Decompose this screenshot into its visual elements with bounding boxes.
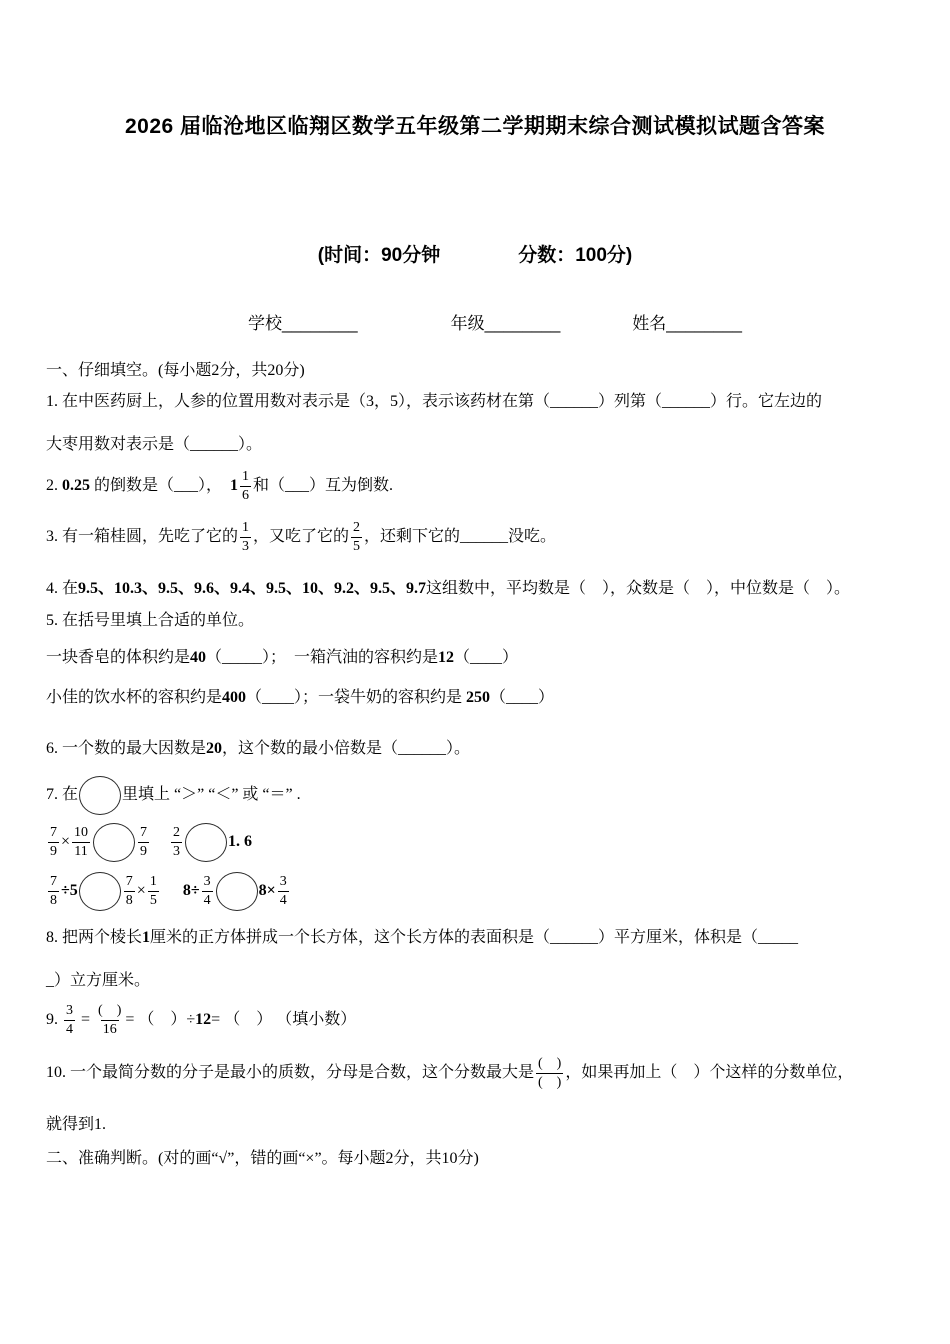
compare-circle — [79, 776, 121, 815]
fraction-numerator: 1 — [242, 520, 250, 536]
text-run: 3. 有一箱桂圆，先吃了它的 — [46, 528, 239, 546]
text-run: 5. 在括号里填上合适的单位。 — [46, 611, 255, 629]
fraction — [536, 1057, 563, 1090]
fraction-denominator: 8 — [125, 893, 133, 909]
grade-field — [451, 314, 561, 333]
fraction-denominator: 4 — [279, 893, 287, 909]
q10 — [46, 1057, 908, 1090]
text-run: 7. 在 — [46, 786, 79, 804]
q3 — [46, 521, 908, 554]
q1-line1 — [46, 391, 908, 413]
question-lines — [0, 360, 950, 1171]
section-1-heading — [46, 360, 908, 382]
text-run: 就得到1. — [46, 1115, 107, 1133]
fraction-denominator: 9 — [140, 844, 148, 860]
q1-line2 — [46, 434, 908, 456]
q9 — [46, 1004, 908, 1037]
fraction — [72, 826, 90, 859]
text-run: 12 — [195, 1011, 212, 1029]
text-run: （____）；一袋牛奶的容积约是 — [246, 689, 467, 707]
text-run: = （ ） （填小数） — [211, 1011, 357, 1029]
student-info-line — [0, 309, 950, 334]
page-title: 2026 届临沧地区临翔区数学五年级第二学期期末综合测试模拟试题含答案 — [124, 115, 826, 138]
conclusion — [46, 1114, 908, 1136]
fraction — [48, 875, 59, 908]
fraction — [240, 470, 251, 503]
fraction-numerator: 10 — [74, 825, 89, 841]
text-run: （_____）； 一箱汽油的容积约是 — [206, 648, 439, 666]
text-run: 和（___）互为倒数. — [253, 477, 394, 495]
text-run: 二、准确判断。(对的画“√”，错的画“×”。每小题2分，共10分) — [46, 1150, 479, 1168]
score-label: 分数：100分) — [518, 245, 633, 266]
compare-circle — [216, 872, 258, 911]
text-run: （____） — [490, 689, 555, 707]
text-run: _）立方厘米。 — [46, 971, 151, 989]
fraction-numerator: 7 — [125, 874, 133, 890]
text-run: 的倒数是（___）， — [90, 477, 231, 495]
text-run: ÷5 — [61, 882, 78, 900]
compare-circle — [93, 823, 135, 862]
grade-label: 年级 — [450, 314, 485, 333]
time-label: (时间：90分钟 — [317, 245, 441, 266]
fraction-denominator: 3 — [242, 539, 250, 555]
text-run: 250 — [466, 689, 491, 707]
unit-line2 — [46, 687, 908, 709]
text-run: 8. 把两个棱长 — [46, 929, 143, 947]
q8-line2 — [46, 970, 908, 992]
text-run: 6. 一个数的最大因数是 — [46, 739, 207, 757]
text-run: 8÷ — [182, 882, 200, 900]
fraction-denominator: 4 — [66, 1021, 73, 1037]
fraction-numerator: 2 — [173, 825, 181, 841]
fraction-denominator: 5 — [149, 893, 157, 909]
fraction — [148, 875, 159, 908]
exam-meta-line — [0, 240, 950, 267]
fraction-numerator: 3 — [66, 1002, 73, 1018]
fraction-denominator: 8 — [50, 893, 57, 909]
text-run: 小佳的饮水杯的容积约是 — [46, 689, 223, 707]
q2 — [46, 470, 908, 503]
fraction-numerator: 7 — [50, 874, 57, 890]
q4 — [46, 578, 908, 600]
school-blank: ________ — [282, 314, 358, 333]
text-run: 10. 一个最简分数的分子是最小的质数，分母是合数，这个分数最大是 — [46, 1064, 535, 1082]
fraction-denominator: 4 — [203, 893, 211, 909]
q7 — [46, 776, 908, 815]
fraction — [202, 875, 213, 908]
text-run: 4. 在 — [46, 580, 79, 598]
fraction-numerator: 2 — [353, 520, 361, 536]
fraction-numerator: 1 — [149, 874, 157, 890]
text-run: × — [61, 833, 71, 851]
text-run: （____） — [454, 648, 519, 666]
text-run: = （ ）÷ — [125, 1011, 196, 1029]
fraction-denominator: 6 — [242, 488, 250, 504]
text-run: 40 — [190, 648, 207, 666]
text-run: 厘米的正方体拼成一个长方体，这个长方体的表面积是（______）平方厘米，体积是（_____ — [150, 929, 799, 947]
text-run: 0.25 — [62, 477, 90, 495]
whole-part: 1 — [230, 477, 239, 495]
text-run: 里填上 “＞” “＜” 或 “＝” . — [122, 786, 301, 804]
q7-row1 — [46, 823, 908, 862]
fraction-denominator: 16 — [102, 1021, 117, 1037]
name-field — [632, 314, 742, 333]
text-run: ，这个数的最小倍数是（______）。 — [222, 739, 471, 757]
text-run: ，还剩下它的______没吃。 — [364, 528, 557, 546]
text-run: ，如果再加上（ ）个这样的分数单位， — [565, 1064, 854, 1082]
text-run: 1. 在中医药厨上，人参的位置用数对表示是（3，5），表示该药材在第（______）列第（______）行。它左边的 — [46, 393, 823, 411]
fraction — [96, 1004, 123, 1037]
fraction-denominator: ( ) — [538, 1074, 562, 1090]
fraction — [351, 521, 362, 554]
fraction-numerator: 7 — [50, 825, 57, 841]
school-field — [248, 314, 358, 333]
text-run: 1. 6 — [228, 833, 253, 851]
fraction-numerator: ( ) — [538, 1055, 562, 1071]
text-run: 一块香皂的体积约是 — [46, 648, 191, 666]
fraction-numerator: 7 — [140, 825, 148, 841]
text-run: × — [136, 882, 146, 900]
q6 — [46, 738, 908, 760]
fraction — [138, 826, 149, 859]
text-run: 这组数中，平均数是（ ），众数是（ ），中位数是（ ）。 — [426, 580, 851, 598]
compare-circle — [79, 872, 121, 911]
fraction — [278, 875, 289, 908]
fraction — [171, 826, 182, 859]
q7-row2 — [46, 872, 908, 911]
fraction-denominator: 5 — [353, 539, 361, 555]
name-blank: ________ — [666, 314, 742, 333]
fraction-numerator: 3 — [279, 874, 287, 890]
fraction — [124, 875, 135, 908]
school-label: 学校 — [248, 314, 282, 333]
text-run: 9. — [46, 1011, 62, 1029]
mixed-number — [230, 470, 253, 503]
fraction — [64, 1004, 75, 1037]
grade-blank: ________ — [484, 314, 561, 333]
text-run: 12 — [438, 648, 455, 666]
text-run: 9.5、10.3、9.5、9.6、9.4、9.5、10、9.2、9.5、9.7 — [78, 580, 427, 598]
fraction-numerator: ( ) — [98, 1002, 122, 1018]
text-run: 1 — [142, 929, 151, 947]
q5 — [46, 610, 908, 632]
q8-line1 — [46, 927, 908, 949]
fraction-denominator: 3 — [173, 844, 181, 860]
fraction-numerator: 3 — [203, 874, 211, 890]
text-run: 400 — [222, 689, 247, 707]
fraction-numerator: 1 — [242, 469, 250, 485]
name-label: 姓名 — [632, 314, 667, 333]
unit-line1 — [46, 647, 908, 669]
fraction — [240, 521, 251, 554]
text-run: 一、仔细填空。(每小题2分，共20分) — [46, 362, 305, 379]
text-run: ，又吃了它的 — [253, 528, 350, 546]
compare-circle — [185, 823, 227, 862]
text-run: 8× — [258, 882, 276, 900]
text-run: 20 — [206, 739, 223, 757]
fraction-denominator: 9 — [50, 844, 57, 860]
text-run: 2. — [46, 477, 62, 495]
text-run: 大枣用数对表示是（______）。 — [46, 435, 263, 453]
section-2-heading — [46, 1148, 908, 1170]
text-run: = — [77, 1011, 95, 1029]
fraction-denominator: 11 — [74, 844, 88, 860]
fraction — [48, 826, 59, 859]
